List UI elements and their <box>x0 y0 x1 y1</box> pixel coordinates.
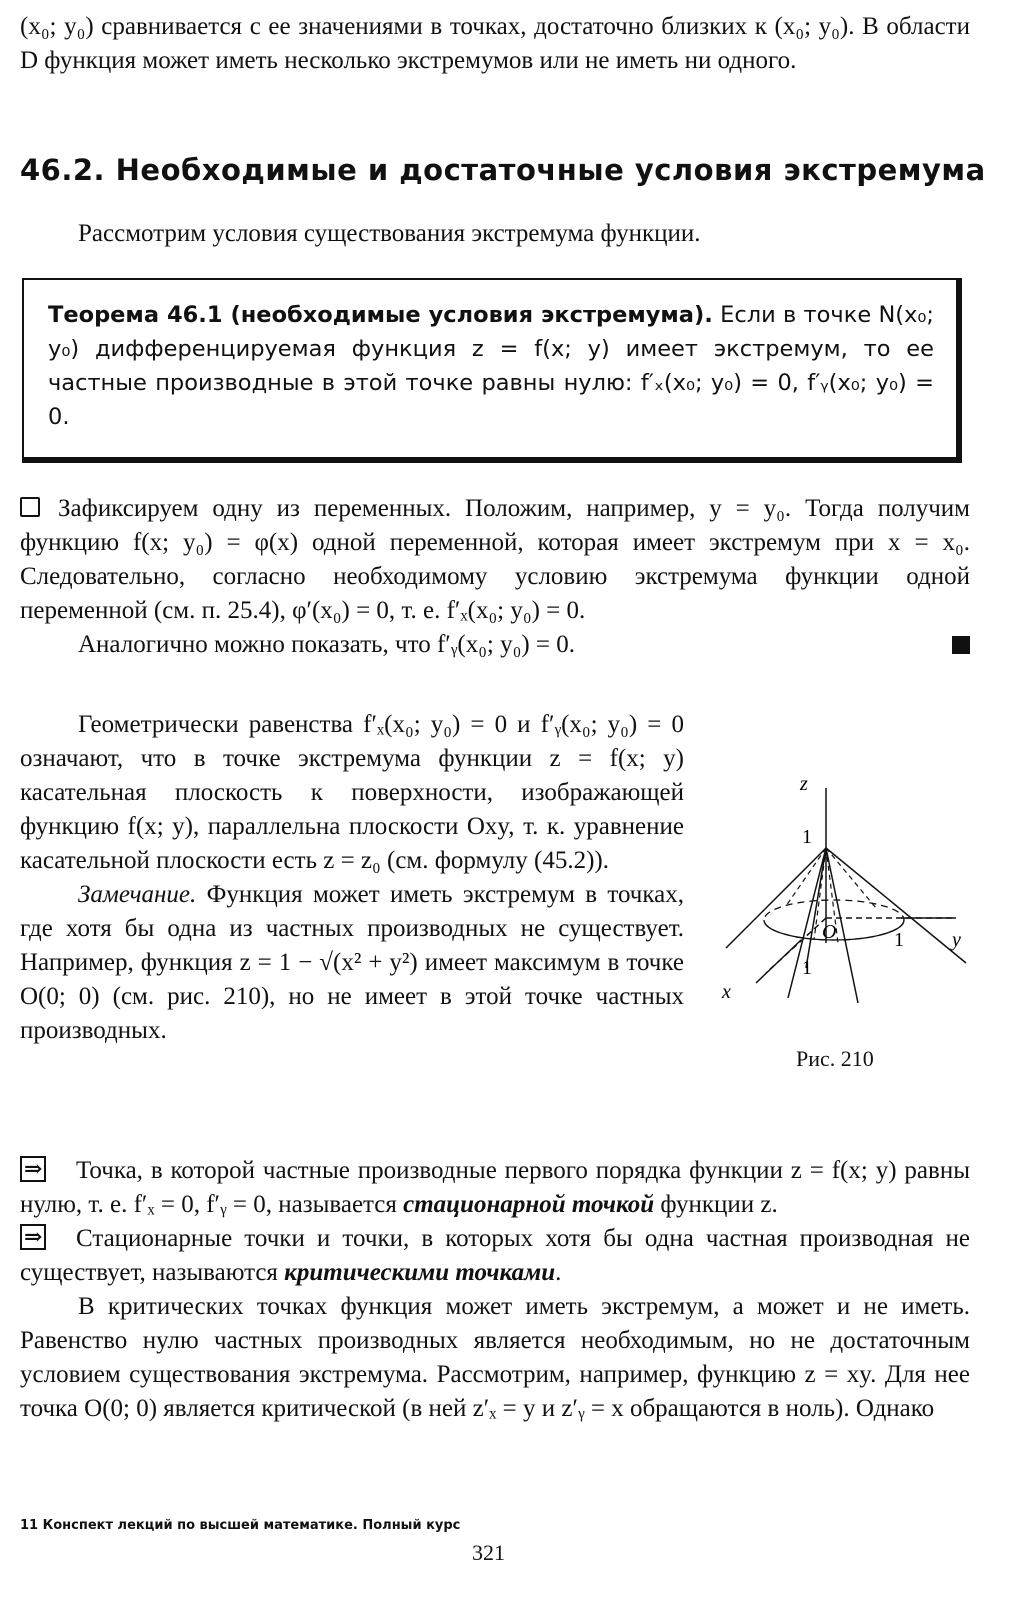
remark-label: Замечание. <box>78 881 197 908</box>
definition-1 <box>20 1154 970 1222</box>
proof-end-icon <box>952 636 970 654</box>
proof-text-2: Аналогично можно показать, что f′ᵧ(x₀; y₀) = 0. <box>78 631 576 658</box>
top-paragraph: (x₀; y₀) сравнивается с ее значениями в точках, достаточно близких к (x₀; y₀). В области D функция может иметь несколько экстремумов или не иметь ни одного. <box>20 13 970 74</box>
theorem-body: Если в точке N(x₀; y₀) дифференцируемая функция z = f(x; y) имеет экстремум, то ее частные производные в этой точке равны нулю: f′ₓ(x₀; y₀) = 0, f′ᵧ(x₀; y₀) = 0. <box>48 302 934 430</box>
cone-line <box>826 848 876 908</box>
def2-term: критическими точками <box>284 1259 556 1286</box>
footer-note: 11 Конспект лекций по высшей математике. Полный курс <box>20 1518 461 1533</box>
proof-start-icon <box>20 497 40 517</box>
intro-text: Рассмотрим условия существования экстремума функции. <box>78 220 701 247</box>
proof-paragraph-1 <box>20 492 970 628</box>
last-paragraph: В критических точках функция может иметь экстремум, а может и не иметь. Равенство нулю частных производных является необходимым, но не достаточным условием существования экстремума. Рассмотрим, например, функцию z = xy. Для нее точка O(0; 0) является критической (в ней z′ₓ = y и z′ᵧ = x обращаются в ноль). Однако <box>20 1293 970 1422</box>
remark-text: Функция может иметь экстремум в точках, где хотя бы одна из частных производных не существует. Например, функция z = 1 − √(x² + y²) имеет максимум в точке O(0; 0) (см. рис. 210), но не имеет в этой точке частных производных. <box>20 881 684 1044</box>
cone-line <box>726 848 826 948</box>
page-number: 321 <box>472 1540 505 1565</box>
theorem-box <box>22 278 962 463</box>
remark-paragraph <box>20 878 684 1048</box>
label-one-z: 1 <box>802 826 812 848</box>
label-origin: O <box>822 921 837 943</box>
theorem-title: Теорема 46.1 (необходимые условия экстремума). <box>48 302 713 328</box>
label-z: z <box>800 773 808 795</box>
top-paragraph-block <box>20 10 970 78</box>
def1-post: функции z. <box>654 1191 778 1218</box>
def1-pre: Точка, в которой частные производные первого порядка функции z = f(x; y) равны нулю, т. е. f′ₓ = 0, f′ᵧ = 0, называется <box>20 1157 970 1218</box>
geometry-block <box>20 708 684 1048</box>
geometry-paragraph: Геометрически равенства f′ₓ(x₀; y₀) = 0 и f′ᵧ(x₀; y₀) = 0 означают, что в точке экстремума функции z = f(x; y) касательная плоскость к поверхности, изображающей функцию f(x; y), параллельна плоскости Oxy, т. к. уравнение касательной плоскости есть z = z₀ (см. формулу (45.2)). <box>20 711 684 874</box>
definitions-block <box>20 1154 970 1426</box>
section-title: 46.2. Необходимые и достаточные условия экстремума <box>20 153 986 187</box>
figure-caption: Рис. 210 <box>796 1046 874 1071</box>
def2-post: . <box>555 1259 562 1286</box>
proof-text-1: Зафиксируем одну из переменных. Положим, например, y = y₀. Тогда получим функцию f(x; y₀) = φ(x) одной переменной, которая имеет экстремум при x = x₀. Следовательно, согласно необходимому условию экстремума функции одной переменной (см. п. 25.4), φ′(x₀) = 0, т. е. f′ₓ(x₀; y₀) = 0. <box>20 495 970 624</box>
definition-arrow-icon <box>20 1156 46 1182</box>
def2-pre: Стационарные точки и точки, в которых хотя бы одна частная производная не существует, называются <box>20 1225 970 1286</box>
label-one-y: 1 <box>894 929 904 951</box>
label-y: y <box>952 929 961 951</box>
definition-arrow-icon <box>20 1224 46 1250</box>
proof-block <box>20 492 970 662</box>
def1-term: стационарной точкой <box>403 1191 655 1218</box>
proof-paragraph-2 <box>20 628 970 662</box>
cone-figure <box>716 768 986 1038</box>
label-one-x: 1 <box>802 957 812 979</box>
definition-2 <box>20 1222 970 1290</box>
label-x: x <box>722 981 731 1003</box>
